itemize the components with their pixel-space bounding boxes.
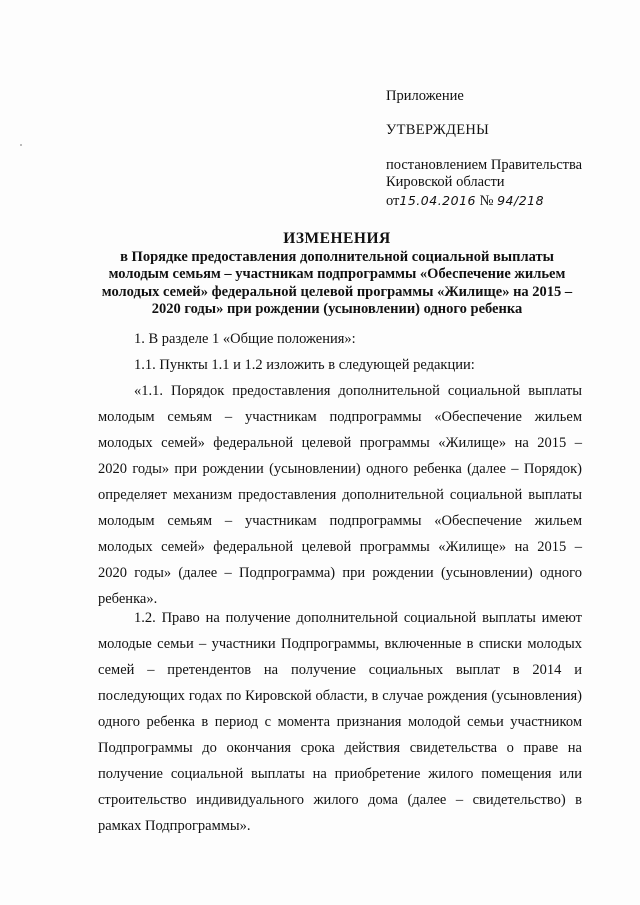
handwritten-date: 15.04.2016 (399, 193, 476, 208)
para1-line: определяет механизм предоставления дополнительной социальной выплаты (98, 487, 582, 503)
item-1: 1. В разделе 1 «Общие положения»: (134, 331, 356, 347)
scan-speck (20, 144, 22, 146)
decree-line-1: постановлением Правительства (386, 157, 583, 173)
para2-line: одного ребенка в период с момента признания молодой семьи участником (98, 714, 582, 730)
para2-line: рамках Подпрограммы». (98, 818, 251, 834)
decree-date-line (386, 192, 544, 210)
para1-line: 2020 годы» при рождении (усыновлении) одного ребенка (далее – Порядок) (98, 461, 582, 477)
appendix-label: Приложение (386, 88, 464, 104)
title-line-3: молодых семей» федеральной целевой программы «Жилище» на 2015 – (101, 283, 573, 300)
para1-line: молодым семьям – участникам подпрограммы «Обеспечение жильем (98, 409, 582, 425)
item-1-1: 1.1. Пункты 1.1 и 1.2 изложить в следующей редакции: (134, 357, 475, 373)
para2-line: получение социальной выплаты на приобретение жилого помещения или (98, 766, 582, 782)
para2-line: семей – претендентов на получение социальных выплат в 2014 и (98, 662, 582, 678)
handwritten-number: 94/218 (497, 193, 545, 208)
para1-line: «1.1. Порядок предоставления дополнительной социальной выплаты (134, 383, 582, 399)
date-prefix: от (386, 193, 400, 209)
para2-line: последующих годах по Кировской области, в случае рождения (усыновления) (98, 688, 582, 704)
para2-line: 1.2. Право на получение дополнительной социальной выплаты имеют (134, 610, 582, 626)
title-line-1: в Порядке предоставления дополнительной социальной выплаты (120, 248, 554, 265)
title-line-2: молодым семьям – участникам подпрограммы «Обеспечение жильем (108, 266, 566, 282)
document-title (92, 230, 582, 319)
title-line-4: 2020 годы» при рождении (усыновлении) одного ребенка (151, 301, 523, 317)
para1-line: молодым семьям – участникам подпрограммы «Обеспечение жильем (98, 513, 582, 529)
para1-line: молодых семей» федеральной целевой программы «Жилище» на 2015 – (98, 539, 582, 555)
para2-line: строительство индивидуального жилого дома (далее – свидетельство) в (98, 792, 582, 808)
title-heading: ИЗМЕНЕНИЯ (283, 230, 391, 247)
para1-line: 2020 годы» (далее – Подпрограмма) при рождении (усыновлении) одного (98, 565, 582, 581)
decree-line-2: Кировской области (386, 174, 505, 190)
para1-line: молодых семей» федеральной целевой программы «Жилище» на 2015 – (98, 435, 582, 451)
para2-line: молодые семьи – участники Подпрограммы, включенные в списки молодых (98, 636, 582, 652)
number-sign: № (479, 193, 494, 209)
approved-label: УТВЕРЖДЕНЫ (386, 122, 490, 138)
para2-line: Подпрограммы до окончания срока действия свидетельства о праве на (98, 740, 582, 756)
para1-line: ребенка». (98, 591, 158, 607)
